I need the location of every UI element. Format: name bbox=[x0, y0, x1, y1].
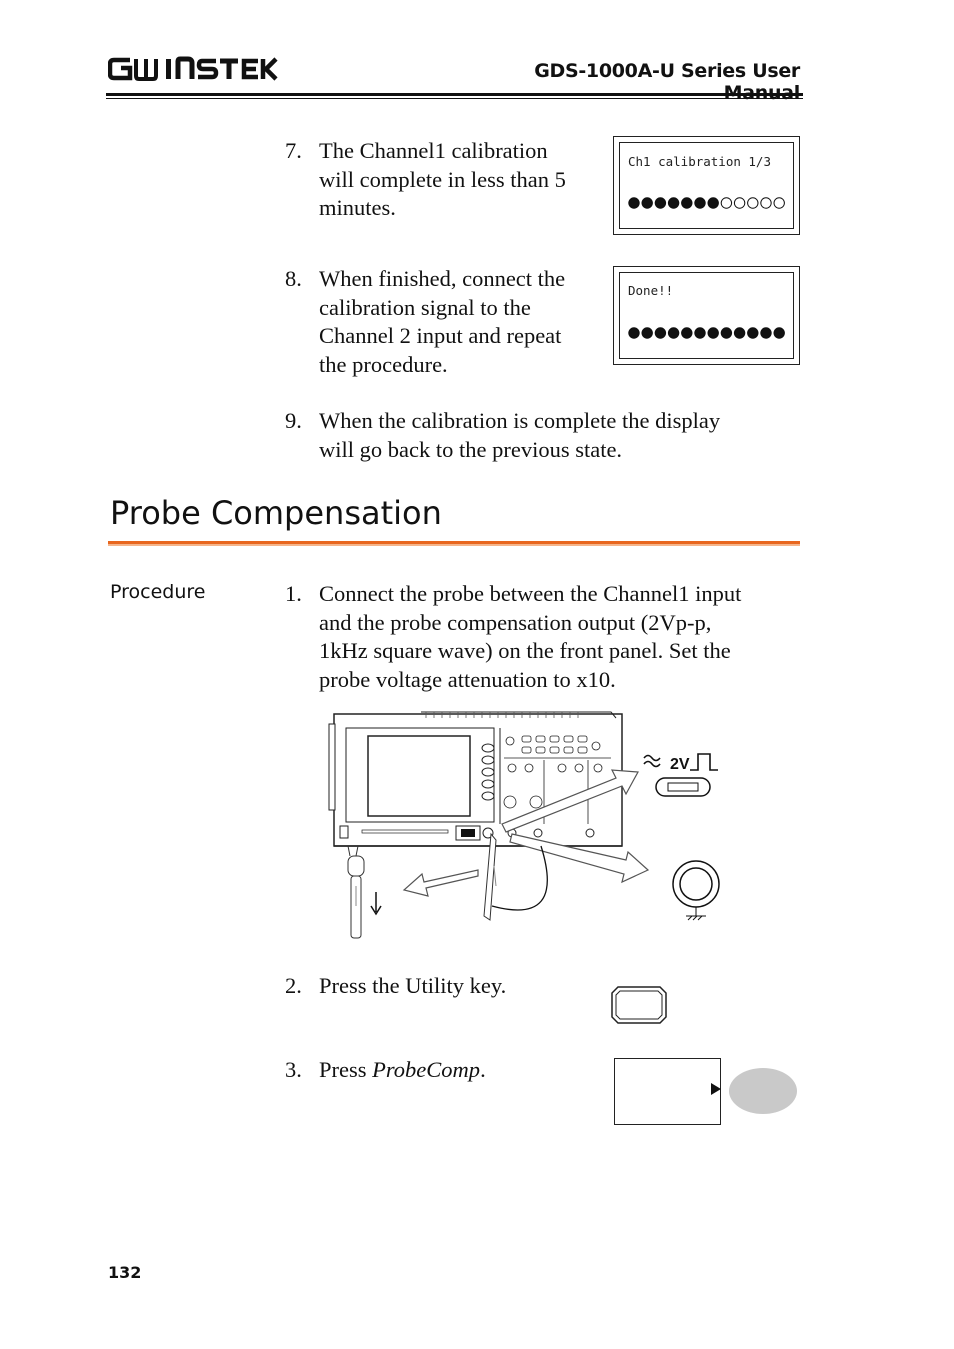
probe-connection-diagram bbox=[326, 706, 726, 942]
progress-dot-filled bbox=[774, 328, 784, 338]
progress-dot-filled bbox=[655, 198, 665, 208]
step-9 bbox=[285, 407, 805, 467]
progress-dot-empty bbox=[761, 198, 771, 208]
progress-dot-filled bbox=[682, 198, 692, 208]
step-text-line: minutes. bbox=[319, 195, 396, 220]
progress-dot-empty bbox=[734, 198, 744, 208]
progress-dot-filled bbox=[734, 328, 744, 338]
submenu-arrow-icon bbox=[711, 1083, 721, 1095]
step-number: 3. bbox=[285, 1057, 302, 1082]
progress-dot-filled bbox=[695, 198, 705, 208]
header-rule-thin bbox=[106, 98, 803, 99]
menu-soft-key[interactable] bbox=[729, 1068, 797, 1114]
step-text-line: Press the Utility key. bbox=[319, 973, 507, 998]
step-text-line: and the probe compensation output (2Vp-p, bbox=[319, 609, 712, 635]
step-text-line: will go back to the previous state. bbox=[319, 436, 623, 462]
progress-dot-filled bbox=[682, 328, 692, 338]
lcd-calibration-done bbox=[613, 266, 800, 365]
step-text-suffix: . bbox=[480, 1057, 486, 1082]
lcd-label: Ch1 calibration 1/3 bbox=[628, 154, 771, 169]
step-number: 9. bbox=[285, 408, 302, 433]
section-rule-shadow bbox=[108, 544, 800, 546]
progress-dot-empty bbox=[748, 198, 758, 208]
step-number: 8. bbox=[285, 266, 302, 291]
arrow-probe-direction bbox=[404, 870, 478, 896]
procedure-step-2 bbox=[285, 972, 585, 1002]
bnc-input-symbol bbox=[673, 861, 719, 920]
progress-dot-filled bbox=[721, 328, 731, 338]
progress-dot-filled bbox=[695, 328, 705, 338]
step-text-line: When the calibration is complete the display bbox=[319, 408, 721, 433]
progress-dot-filled bbox=[655, 328, 665, 338]
step-text-line: The Channel1 calibration bbox=[319, 138, 548, 163]
step-8 bbox=[285, 265, 605, 385]
step-number: 7. bbox=[285, 138, 302, 163]
progress-dots bbox=[628, 195, 793, 216]
probe-body-left bbox=[348, 846, 381, 938]
step-number: 2. bbox=[285, 973, 302, 998]
progress-dot-filled bbox=[629, 198, 639, 208]
comp-voltage-label: 2V bbox=[670, 756, 690, 773]
manual-title: GDS-1000A-U Series User bbox=[534, 60, 800, 82]
procedure-label: Procedure bbox=[110, 581, 206, 603]
step-text-line: will complete in less than 5 bbox=[319, 166, 566, 192]
oscilloscope-front-panel bbox=[329, 712, 622, 846]
utility-key[interactable] bbox=[610, 985, 668, 1025]
progress-dot-empty bbox=[721, 198, 731, 208]
progress-dot-filled bbox=[668, 328, 678, 338]
step-text-line: Connect the probe between the Channel1 input bbox=[319, 581, 742, 606]
section-title: Probe Compensation bbox=[110, 494, 442, 532]
lcd-label: Done!! bbox=[628, 283, 674, 298]
step-number: 1. bbox=[285, 581, 302, 606]
progress-dot-filled bbox=[629, 328, 639, 338]
step-text-prefix: Press bbox=[319, 1057, 373, 1082]
procedure-step-1 bbox=[285, 580, 805, 700]
probecomp-menu-item[interactable] bbox=[614, 1058, 721, 1125]
progress-dots bbox=[628, 325, 793, 346]
step-text-line: probe voltage attenuation to x10. bbox=[319, 666, 616, 692]
probecomp-term: ProbeComp bbox=[372, 1057, 481, 1082]
procedure-step-3 bbox=[285, 1056, 585, 1086]
header-rule bbox=[106, 93, 803, 96]
step-text-line: calibration signal to the bbox=[319, 294, 531, 320]
progress-dot-filled bbox=[668, 198, 678, 208]
progress-dot-filled bbox=[642, 328, 652, 338]
progress-dot-empty bbox=[774, 198, 784, 208]
progress-dot-filled bbox=[642, 198, 652, 208]
comp-output-symbol bbox=[644, 754, 718, 796]
progress-dot-filled bbox=[708, 328, 718, 338]
step-7 bbox=[285, 137, 605, 227]
progress-dot-filled bbox=[761, 328, 771, 338]
progress-dot-filled bbox=[748, 328, 758, 338]
step-text-line: the procedure. bbox=[319, 351, 448, 377]
gw-instek-logo bbox=[108, 54, 278, 84]
progress-dot-filled bbox=[708, 198, 718, 208]
step-text-line: 1kHz square wave) on the front panel. Set the bbox=[319, 638, 731, 663]
page-number: 132 bbox=[108, 1263, 142, 1282]
step-text-line: Channel 2 input and repeat bbox=[319, 323, 562, 348]
step-text-line: When finished, connect the bbox=[319, 266, 566, 291]
lcd-calibration-progress bbox=[613, 136, 800, 235]
